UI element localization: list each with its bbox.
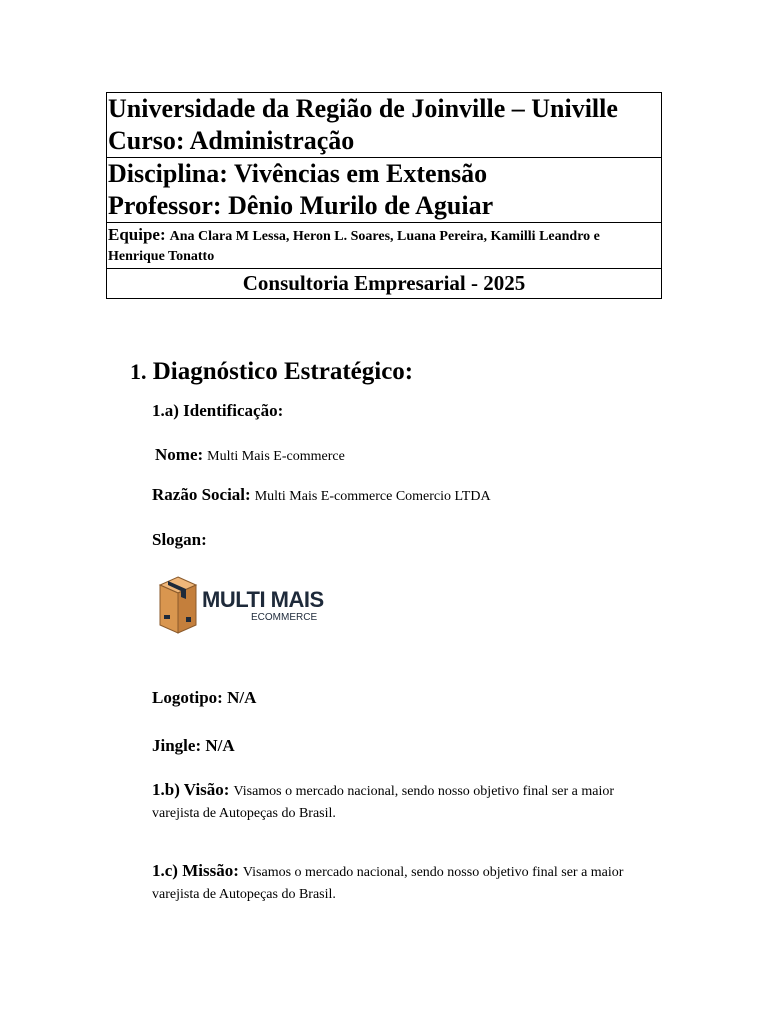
professor-line: Professor: Dênio Murilo de Aguiar (108, 191, 494, 220)
identification-heading: 1.a) Identificação: (152, 401, 284, 420)
logotype-line: Logotipo: N/A (152, 688, 257, 707)
logo-wordmark: MULTI MAIS (202, 587, 324, 612)
company-logo (156, 575, 324, 635)
logo-subtitle: ECOMMERCE (251, 612, 318, 623)
name-value: Multi Mais E-commerce (207, 449, 345, 464)
vision-paragraph (152, 779, 662, 824)
company-field (152, 485, 491, 505)
vision-text: Visamos o mercado nacional, sendo nosso objetivo final ser a maior varejista de Autopeças do Brasil. (152, 784, 615, 821)
mission-paragraph (152, 860, 662, 905)
section-number: 1. (130, 359, 147, 384)
team-line (107, 223, 661, 269)
university-line: Universidade da Região de Joinville – Univille (108, 94, 618, 123)
name-field (155, 445, 345, 465)
box-icon (156, 575, 200, 635)
team-names: Ana Clara M Lessa, Heron L. Soares, Luana Pereira, Kamilli Leandro e Henrique Tonatto (108, 229, 600, 264)
course-line: Curso: Administração (108, 126, 355, 155)
section-heading: Diagnóstico Estratégico: (152, 358, 414, 385)
company-value: Multi Mais E-commerce Comercio LTDA (254, 489, 491, 504)
slogan-label: Slogan: (152, 530, 207, 549)
document-title: Consultoria Empresarial - 2025 (106, 268, 662, 299)
header-box (106, 92, 662, 269)
vision-label: 1.b) Visão: (152, 780, 230, 799)
mission-label: 1.c) Missão: (152, 861, 239, 880)
name-label: Nome: (155, 445, 204, 464)
company-label: Razão Social: (152, 485, 251, 504)
team-label: Equipe: (108, 225, 166, 244)
jingle-line: Jingle: N/A (152, 736, 235, 755)
section-title (130, 358, 413, 386)
discipline-line: Disciplina: Vivências em Extensão (108, 159, 488, 188)
mission-text: Visamos o mercado nacional, sendo nosso objetivo final ser a maior varejista de Autopeças do Brasil. (152, 865, 624, 902)
